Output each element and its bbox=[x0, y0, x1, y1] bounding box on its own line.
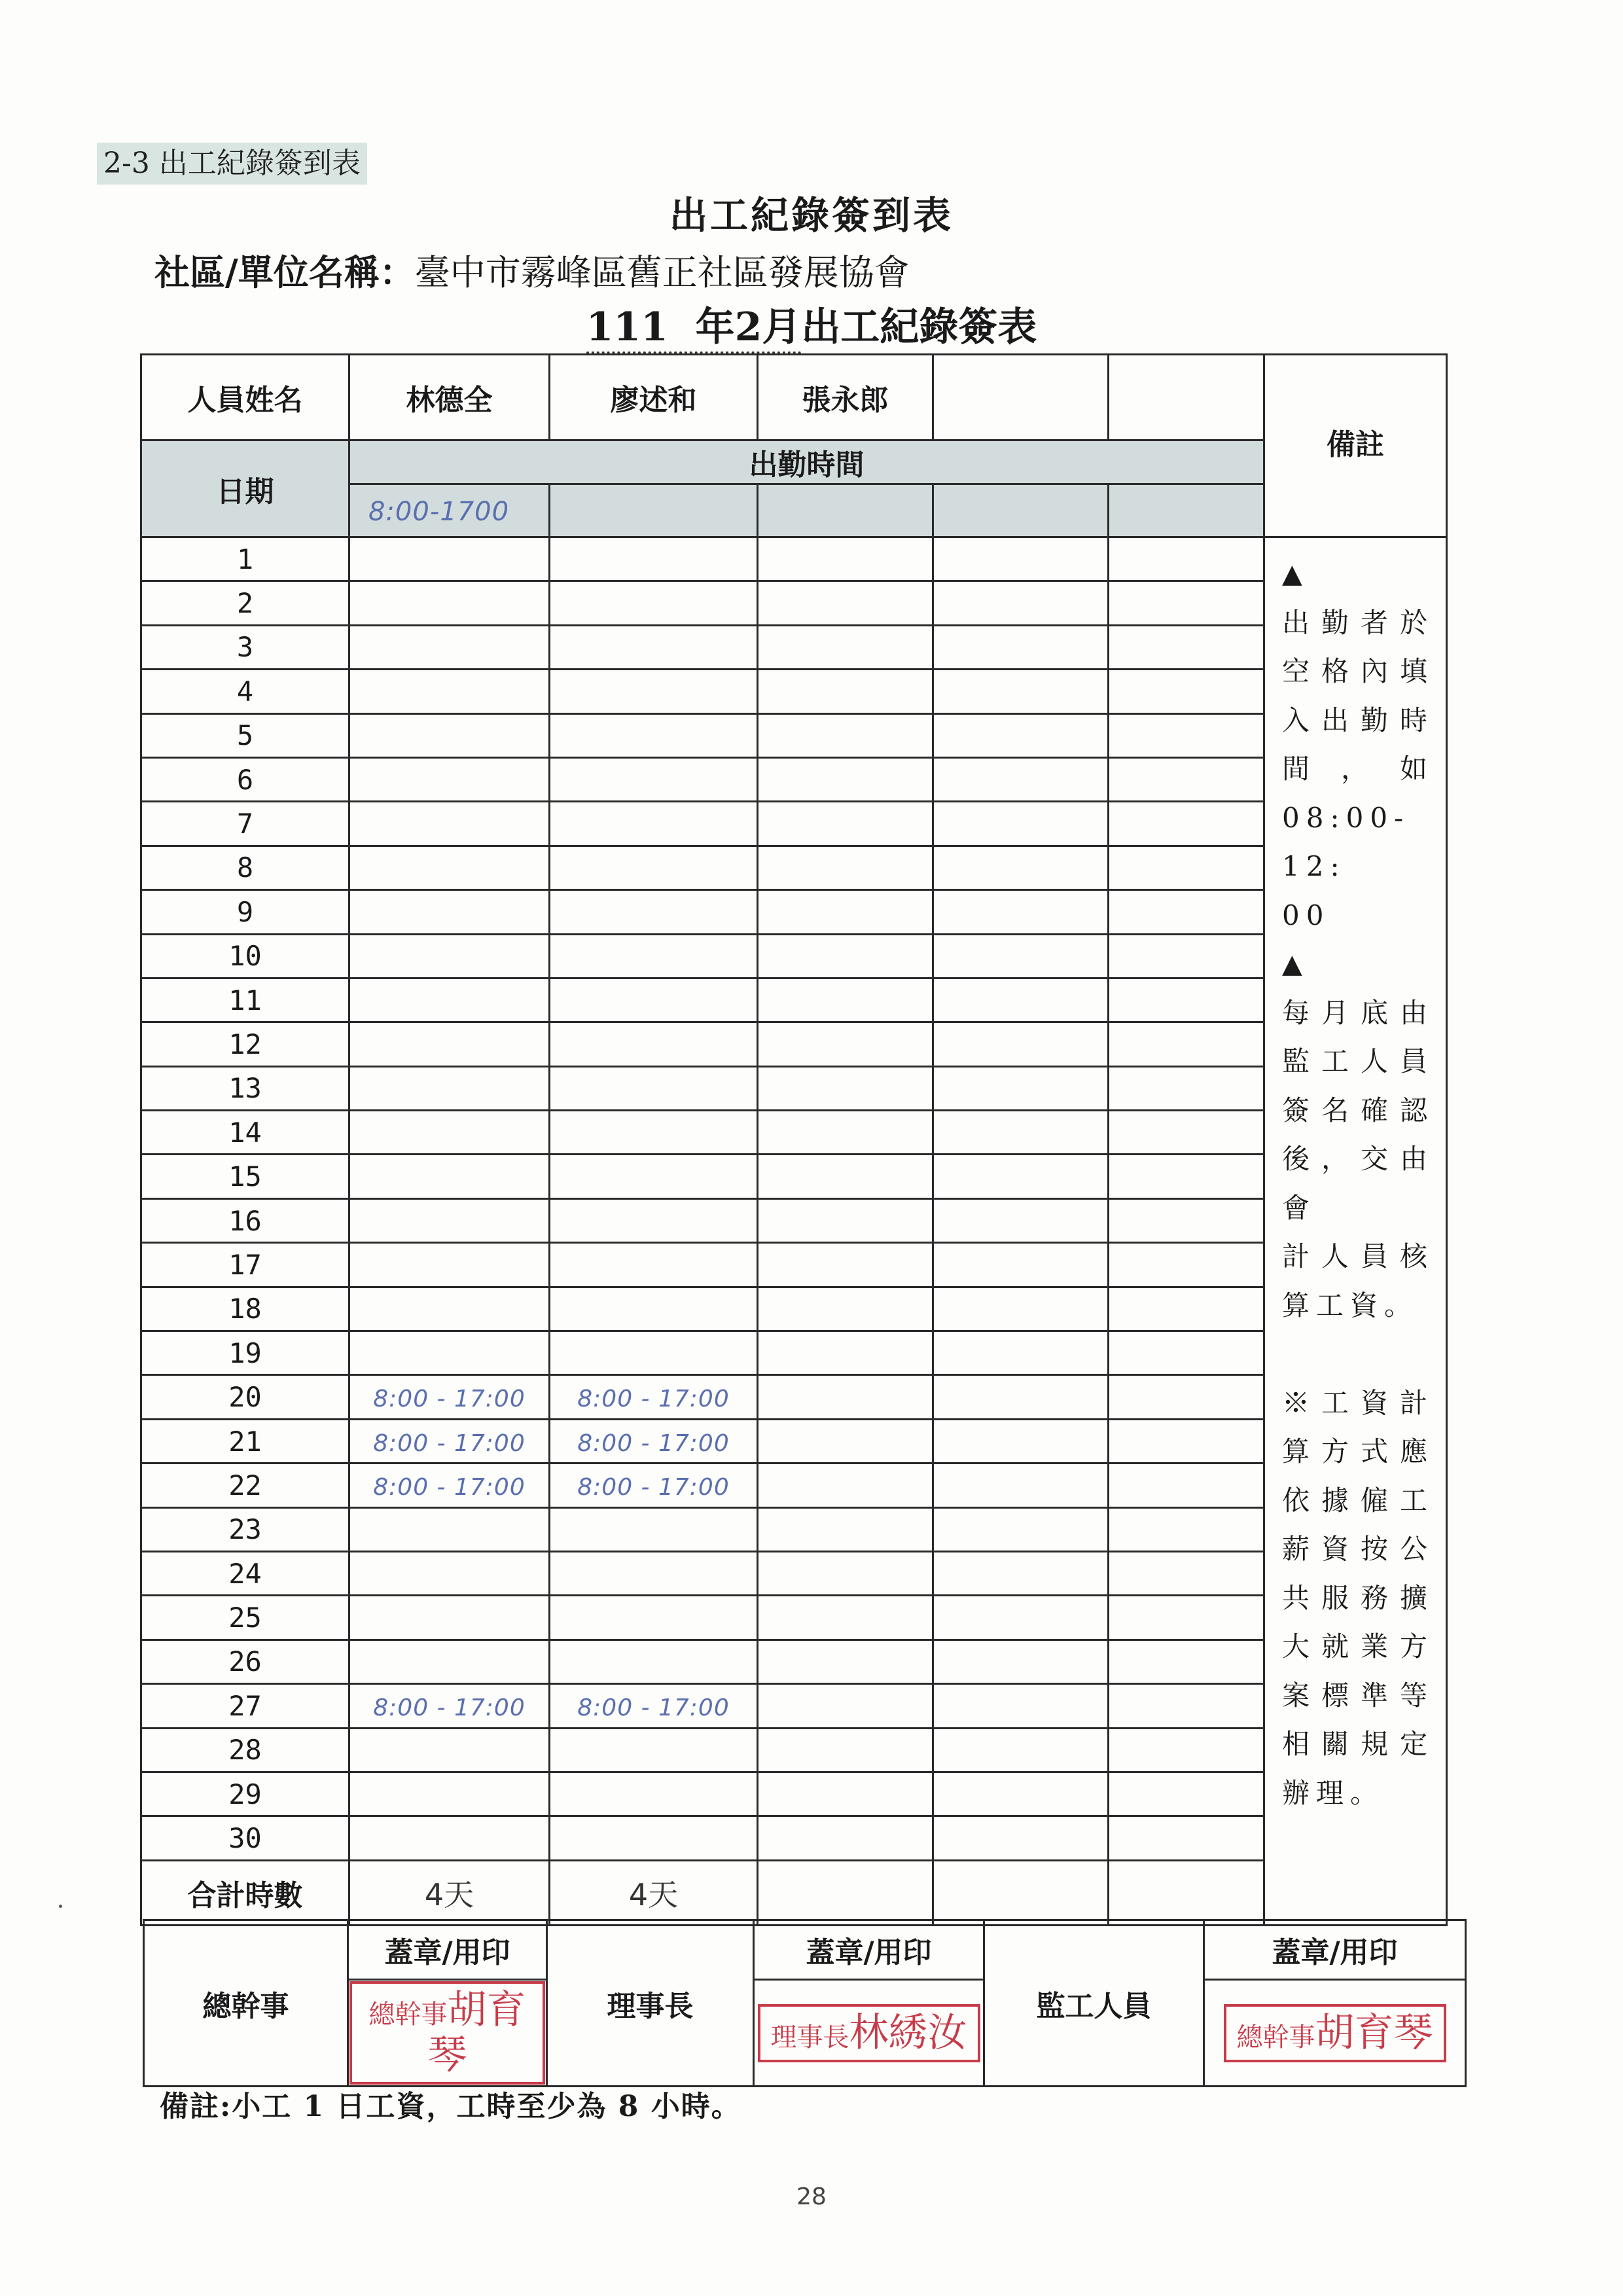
day-row bbox=[141, 1419, 1447, 1463]
attendance-cell[interactable] bbox=[1109, 757, 1264, 801]
note-line: 依據僱工 bbox=[1282, 1484, 1434, 1516]
attendance-cell[interactable] bbox=[349, 1022, 550, 1066]
day-number: 28 bbox=[141, 1728, 349, 1772]
total-label: 合計時數 bbox=[141, 1860, 349, 1925]
note-line: 算方式應 bbox=[1282, 1435, 1434, 1467]
attendance-cell[interactable] bbox=[349, 670, 550, 713]
attendance-cell[interactable] bbox=[933, 890, 1109, 934]
day-row bbox=[141, 1551, 1447, 1595]
note-line: ▲ bbox=[1282, 949, 1302, 979]
notes-header: 備註 bbox=[1264, 355, 1447, 537]
supervisor-role: 監工人員 bbox=[984, 1920, 1204, 2087]
attendance-cell[interactable] bbox=[933, 1243, 1109, 1287]
attendance-cell[interactable] bbox=[933, 1022, 1109, 1066]
chairman-stamp-cell[interactable] bbox=[754, 1980, 984, 2087]
attendance-cell[interactable] bbox=[933, 1419, 1109, 1463]
note-line: 00 bbox=[1282, 899, 1330, 931]
attendance-cell[interactable] bbox=[933, 1155, 1109, 1198]
handwritten-time: 8:00 - 17:00 bbox=[577, 1386, 730, 1413]
attendance-cell[interactable] bbox=[550, 757, 758, 801]
attendance-cell[interactable] bbox=[1109, 537, 1264, 581]
month-title bbox=[0, 296, 1623, 352]
attendance-cell[interactable] bbox=[1109, 1066, 1264, 1110]
attendance-cell[interactable] bbox=[1109, 1419, 1264, 1463]
note-line: 入出勤時 bbox=[1282, 704, 1434, 736]
day-number: 12 bbox=[141, 1022, 349, 1066]
page-number: 28 bbox=[796, 2183, 827, 2210]
day-row bbox=[141, 1596, 1447, 1640]
attendance-cell[interactable] bbox=[550, 1331, 758, 1375]
handwritten-time: 8:00 - 17:00 bbox=[373, 1386, 526, 1413]
attendance-cell[interactable] bbox=[349, 1198, 550, 1242]
attendance-cell[interactable] bbox=[758, 1198, 933, 1242]
supervisor-stamp-cell[interactable] bbox=[1204, 1980, 1466, 2087]
secretary-stamp-cell[interactable] bbox=[348, 1980, 547, 2087]
attendance-cell[interactable] bbox=[933, 757, 1109, 801]
day-row bbox=[141, 1640, 1447, 1683]
attendance-cell[interactable] bbox=[1109, 1243, 1264, 1287]
attendance-cell[interactable] bbox=[1109, 625, 1264, 669]
total-value: 4天 bbox=[424, 1876, 474, 1912]
signature-table bbox=[143, 1919, 1467, 2087]
attendance-cell[interactable] bbox=[1109, 1507, 1264, 1551]
day-row bbox=[141, 1022, 1447, 1066]
note-line: ※工資計 bbox=[1282, 1386, 1434, 1419]
sample-entry: 8:00-1700 bbox=[368, 496, 510, 527]
attendance-cell[interactable] bbox=[349, 1551, 550, 1595]
note-line: 共服務擴 bbox=[1282, 1581, 1434, 1614]
day-number: 8 bbox=[141, 846, 349, 889]
stamp-label: 蓋章/用印 bbox=[754, 1920, 984, 1980]
attendance-cell[interactable] bbox=[933, 1728, 1109, 1772]
stamp-label: 蓋章/用印 bbox=[348, 1920, 547, 1980]
worker-name bbox=[1109, 355, 1264, 440]
attendance-cell[interactable] bbox=[349, 1066, 550, 1110]
attendance-cell[interactable] bbox=[349, 757, 550, 801]
day-number: 30 bbox=[141, 1816, 349, 1860]
day-row bbox=[141, 978, 1447, 1022]
day-number: 2 bbox=[141, 581, 349, 625]
worker-name bbox=[933, 355, 1109, 440]
attendance-cell[interactable] bbox=[550, 846, 758, 889]
unit-line bbox=[154, 245, 910, 295]
attendance-cell[interactable] bbox=[933, 537, 1109, 581]
attendance-cell[interactable] bbox=[933, 1507, 1109, 1551]
attendance-cell[interactable] bbox=[758, 757, 933, 801]
chairman-role: 理事長 bbox=[547, 1920, 754, 2087]
attendance-cell[interactable] bbox=[349, 1375, 550, 1419]
note-line: 薪資按公 bbox=[1282, 1533, 1434, 1565]
attendance-cell[interactable] bbox=[550, 1022, 758, 1066]
attendance-cell[interactable] bbox=[550, 1684, 758, 1728]
attendance-cell[interactable] bbox=[550, 1728, 758, 1772]
day-row bbox=[141, 1507, 1447, 1551]
day-number: 14 bbox=[141, 1111, 349, 1155]
attendance-cell[interactable] bbox=[1109, 846, 1264, 889]
attendance-cell[interactable] bbox=[1109, 1331, 1264, 1375]
day-number: 16 bbox=[141, 1198, 349, 1242]
day-row bbox=[141, 670, 1447, 713]
attendance-cell[interactable] bbox=[933, 1198, 1109, 1242]
attendance-cell[interactable] bbox=[1109, 1463, 1264, 1507]
day-row bbox=[141, 1198, 1447, 1242]
attendance-cell[interactable] bbox=[550, 1551, 758, 1595]
attendance-cell[interactable] bbox=[1109, 1198, 1264, 1242]
worker-name: 廖述和 bbox=[550, 355, 758, 440]
attendance-cell[interactable] bbox=[349, 802, 550, 846]
attendance-cell[interactable] bbox=[933, 1596, 1109, 1640]
attendance-cell[interactable] bbox=[933, 625, 1109, 669]
day-number: 26 bbox=[141, 1640, 349, 1683]
attendance-table bbox=[140, 353, 1448, 1926]
attendance-cell[interactable] bbox=[758, 1066, 933, 1110]
day-number: 27 bbox=[141, 1684, 349, 1728]
attendance-cell[interactable] bbox=[550, 670, 758, 713]
attendance-cell[interactable] bbox=[758, 713, 933, 757]
note-line: 算工資。 bbox=[1282, 1289, 1419, 1321]
attendance-cell[interactable] bbox=[1109, 670, 1264, 713]
supervisor-stamp: 總幹事胡育琴 bbox=[1224, 2004, 1446, 2062]
attendance-cell[interactable] bbox=[758, 846, 933, 889]
attendance-cell[interactable] bbox=[1109, 713, 1264, 757]
note-line: 簽名確認 bbox=[1282, 1094, 1434, 1126]
attendance-cell[interactable] bbox=[933, 1066, 1109, 1110]
unit-value: 臺中市霧峰區舊正社區發展協會 bbox=[414, 252, 910, 293]
attendance-cell[interactable] bbox=[758, 1419, 933, 1463]
handwritten-time: 8:00 - 17:00 bbox=[577, 1694, 730, 1721]
attendance-cell[interactable] bbox=[758, 1640, 933, 1683]
attendance-cell[interactable] bbox=[933, 978, 1109, 1022]
attendance-cell[interactable] bbox=[933, 1463, 1109, 1507]
attendance-cell[interactable] bbox=[550, 625, 758, 669]
worker-name: 林德全 bbox=[349, 355, 550, 440]
name-header: 人員姓名 bbox=[141, 355, 349, 440]
day-row bbox=[141, 934, 1447, 978]
attendance-cell[interactable] bbox=[758, 1111, 933, 1155]
attendance-cell[interactable] bbox=[758, 890, 933, 934]
attendance-cell[interactable] bbox=[349, 1419, 550, 1463]
attendance-cell[interactable] bbox=[933, 713, 1109, 757]
attendance-cell[interactable] bbox=[349, 934, 550, 978]
day-row bbox=[141, 1243, 1447, 1287]
scan-speck bbox=[59, 1905, 62, 1908]
attendance-cell[interactable] bbox=[550, 1419, 758, 1463]
attendance-cell[interactable] bbox=[349, 1596, 550, 1640]
total-row bbox=[141, 1860, 1447, 1925]
note-line: 08:00-12: bbox=[1282, 801, 1410, 882]
note-line: 案標準等 bbox=[1282, 1679, 1434, 1712]
attendance-cell[interactable] bbox=[1109, 1111, 1264, 1155]
attendance-cell[interactable] bbox=[550, 537, 758, 581]
attendance-cell[interactable] bbox=[349, 537, 550, 581]
note-line: 後，交由會 bbox=[1282, 1143, 1434, 1224]
day-row bbox=[141, 1331, 1447, 1375]
total-cell[interactable] bbox=[550, 1860, 758, 1925]
time-header: 出勤時間 bbox=[349, 440, 1264, 484]
day-number: 9 bbox=[141, 890, 349, 934]
total-cell[interactable] bbox=[349, 1860, 550, 1925]
day-number: 3 bbox=[141, 625, 349, 669]
attendance-cell[interactable] bbox=[550, 1155, 758, 1198]
attendance-cell[interactable] bbox=[758, 581, 933, 625]
day-number: 25 bbox=[141, 1596, 349, 1640]
day-row bbox=[141, 1155, 1447, 1198]
day-number: 17 bbox=[141, 1243, 349, 1287]
note-line: ▲ bbox=[1282, 559, 1302, 589]
attendance-cell[interactable] bbox=[933, 1111, 1109, 1155]
note-line: 計人員核 bbox=[1282, 1240, 1434, 1272]
note-line: 每月底由 bbox=[1282, 996, 1434, 1029]
day-number: 18 bbox=[141, 1287, 349, 1331]
note-line: 出勤者於 bbox=[1282, 606, 1434, 639]
attendance-cell[interactable] bbox=[758, 802, 933, 846]
attendance-cell[interactable] bbox=[933, 934, 1109, 978]
attendance-cell[interactable] bbox=[758, 1155, 933, 1198]
day-row bbox=[141, 757, 1447, 801]
attendance-cell[interactable] bbox=[550, 1066, 758, 1110]
day-number: 21 bbox=[141, 1419, 349, 1463]
attendance-cell[interactable] bbox=[349, 1243, 550, 1287]
attendance-cell[interactable] bbox=[550, 1111, 758, 1155]
handwritten-time: 8:00 - 17:00 bbox=[577, 1429, 730, 1457]
day-row bbox=[141, 1287, 1447, 1331]
attendance-cell[interactable] bbox=[1109, 1375, 1264, 1419]
attendance-cell[interactable] bbox=[349, 978, 550, 1022]
handwritten-time: 8:00 - 17:00 bbox=[577, 1473, 730, 1501]
attendance-cell[interactable] bbox=[1109, 581, 1264, 625]
attendance-cell[interactable] bbox=[933, 846, 1109, 889]
day-number: 11 bbox=[141, 978, 349, 1022]
attendance-cell[interactable] bbox=[349, 846, 550, 889]
attendance-cell[interactable] bbox=[550, 1816, 758, 1860]
day-number: 5 bbox=[141, 713, 349, 757]
attendance-cell[interactable] bbox=[933, 581, 1109, 625]
day-row bbox=[141, 1728, 1447, 1772]
day-row bbox=[141, 713, 1447, 757]
attendance-cell[interactable] bbox=[933, 1772, 1109, 1816]
attendance-cell[interactable] bbox=[1109, 1022, 1264, 1066]
attendance-cell[interactable] bbox=[349, 1772, 550, 1816]
attendance-cell[interactable] bbox=[349, 625, 550, 669]
attendance-cell[interactable] bbox=[758, 1243, 933, 1287]
attendance-cell[interactable] bbox=[1109, 1551, 1264, 1595]
attendance-cell[interactable] bbox=[550, 1463, 758, 1507]
handwritten-time: 8:00 - 17:00 bbox=[373, 1429, 526, 1457]
note-line: 相關規定 bbox=[1282, 1728, 1434, 1760]
note-line: 監工人員 bbox=[1282, 1045, 1434, 1077]
attendance-cell[interactable] bbox=[933, 802, 1109, 846]
day-number: 20 bbox=[141, 1375, 349, 1419]
attendance-cell[interactable] bbox=[758, 1772, 933, 1816]
attendance-cell[interactable] bbox=[1109, 1816, 1264, 1860]
attendance-cell[interactable] bbox=[550, 1375, 758, 1419]
day-number: 1 bbox=[141, 537, 349, 581]
attendance-cell[interactable] bbox=[349, 713, 550, 757]
month-title-rest: 出工紀錄簽表 bbox=[801, 304, 1037, 350]
attendance-cell[interactable] bbox=[1109, 1640, 1264, 1683]
sample-cell[interactable] bbox=[933, 484, 1109, 537]
attendance-cell[interactable] bbox=[349, 1331, 550, 1375]
day-row bbox=[141, 1816, 1447, 1860]
secretary-stamp: 總幹事胡育琴 bbox=[349, 1981, 545, 2085]
attendance-cell[interactable] bbox=[349, 1507, 550, 1551]
attendance-cell[interactable] bbox=[349, 1463, 550, 1507]
handwritten-time: 8:00 - 17:00 bbox=[373, 1473, 526, 1501]
attendance-cell[interactable] bbox=[349, 1816, 550, 1860]
attendance-cell[interactable] bbox=[933, 1684, 1109, 1728]
attendance-cell[interactable] bbox=[349, 1728, 550, 1772]
attendance-cell[interactable] bbox=[758, 978, 933, 1022]
attendance-cell[interactable] bbox=[1109, 1728, 1264, 1772]
attendance-cell[interactable] bbox=[550, 1596, 758, 1640]
day-row bbox=[141, 625, 1447, 669]
day-row bbox=[141, 1111, 1447, 1155]
attendance-cell[interactable] bbox=[349, 1155, 550, 1198]
day-number: 13 bbox=[141, 1066, 349, 1110]
attendance-cell[interactable] bbox=[758, 1596, 933, 1640]
attendance-cell[interactable] bbox=[758, 1507, 933, 1551]
attendance-cell[interactable] bbox=[758, 934, 933, 978]
attendance-cell[interactable] bbox=[933, 1287, 1109, 1331]
day-row bbox=[141, 1463, 1447, 1507]
attendance-cell[interactable] bbox=[1109, 890, 1264, 934]
attendance-cell[interactable] bbox=[1109, 1287, 1264, 1331]
day-row bbox=[141, 890, 1447, 934]
footnote: 備註:小工 1 日工資，工時至少為 8 小時。 bbox=[160, 2090, 741, 2123]
note-line: 大就業方 bbox=[1282, 1630, 1434, 1662]
note-line: 空格內填 bbox=[1282, 655, 1434, 687]
sample-cell[interactable] bbox=[550, 484, 758, 537]
total-cell[interactable] bbox=[758, 1860, 933, 1925]
attendance-cell[interactable] bbox=[550, 1640, 758, 1683]
attendance-cell[interactable] bbox=[550, 890, 758, 934]
section-tag: 2-3 出工紀錄簽到表 bbox=[97, 143, 367, 185]
sample-cell[interactable] bbox=[758, 484, 933, 537]
day-row bbox=[141, 1066, 1447, 1110]
note-spacer bbox=[1282, 1330, 1434, 1379]
handwritten-time: 8:00 - 17:00 bbox=[373, 1694, 526, 1721]
day-row bbox=[141, 1772, 1447, 1816]
total-cell[interactable] bbox=[1109, 1860, 1264, 1925]
attendance-cell[interactable] bbox=[1109, 1684, 1264, 1728]
attendance-cell[interactable] bbox=[550, 581, 758, 625]
attendance-cell[interactable] bbox=[933, 1640, 1109, 1683]
attendance-cell[interactable] bbox=[758, 1287, 933, 1331]
day-number: 4 bbox=[141, 670, 349, 713]
worker-name: 張永郎 bbox=[758, 355, 933, 440]
day-row bbox=[141, 1375, 1447, 1419]
stamp-label: 蓋章/用印 bbox=[1204, 1920, 1466, 1980]
total-cell[interactable] bbox=[933, 1860, 1109, 1925]
attendance-cell[interactable] bbox=[349, 1287, 550, 1331]
attendance-cell[interactable] bbox=[349, 1111, 550, 1155]
attendance-cell[interactable] bbox=[758, 1551, 933, 1595]
attendance-cell[interactable] bbox=[758, 1463, 933, 1507]
note-line: 辦理。 bbox=[1282, 1776, 1385, 1809]
total-value: 4天 bbox=[628, 1876, 679, 1912]
attendance-cell[interactable] bbox=[758, 1375, 933, 1419]
day-row bbox=[141, 537, 1447, 581]
day-number: 6 bbox=[141, 757, 349, 801]
attendance-cell[interactable] bbox=[349, 1640, 550, 1683]
chairman-stamp: 理事長林綉汝 bbox=[758, 2004, 980, 2062]
unit-label: 社區/單位名稱： bbox=[154, 251, 415, 293]
attendance-cell[interactable] bbox=[1109, 934, 1264, 978]
attendance-cell[interactable] bbox=[933, 1551, 1109, 1595]
month-title-year: 111 年2月 bbox=[586, 304, 802, 354]
attendance-cell[interactable] bbox=[933, 1331, 1109, 1375]
day-number: 19 bbox=[141, 1331, 349, 1375]
attendance-cell[interactable] bbox=[349, 1684, 550, 1728]
attendance-cell[interactable] bbox=[758, 1022, 933, 1066]
date-header: 日期 bbox=[141, 440, 349, 537]
day-number: 15 bbox=[141, 1155, 349, 1198]
sample-cell[interactable] bbox=[1109, 484, 1264, 537]
attendance-cell[interactable] bbox=[550, 713, 758, 757]
day-number: 7 bbox=[141, 802, 349, 846]
day-number: 24 bbox=[141, 1551, 349, 1595]
attendance-cell[interactable] bbox=[550, 1507, 758, 1551]
day-row bbox=[141, 846, 1447, 889]
attendance-cell[interactable] bbox=[1109, 1772, 1264, 1816]
attendance-cell[interactable] bbox=[758, 537, 933, 581]
attendance-cell[interactable] bbox=[550, 1772, 758, 1816]
sample-entry-cell[interactable] bbox=[349, 484, 550, 537]
attendance-cell[interactable] bbox=[933, 1816, 1109, 1860]
notes-cell bbox=[1264, 537, 1447, 1926]
attendance-cell[interactable] bbox=[758, 1331, 933, 1375]
page-title: 出工紀錄簽到表 bbox=[669, 193, 954, 238]
attendance-cell[interactable] bbox=[933, 1375, 1109, 1419]
attendance-cell[interactable] bbox=[550, 1287, 758, 1331]
day-number: 29 bbox=[141, 1772, 349, 1816]
day-row bbox=[141, 802, 1447, 846]
day-row bbox=[141, 581, 1447, 625]
attendance-cell[interactable] bbox=[1109, 1596, 1264, 1640]
attendance-cell[interactable] bbox=[933, 670, 1109, 713]
day-row bbox=[141, 1684, 1447, 1728]
attendance-cell[interactable] bbox=[550, 978, 758, 1022]
day-number: 23 bbox=[141, 1507, 349, 1551]
attendance-cell[interactable] bbox=[1109, 1155, 1264, 1198]
note-line: 間，如 bbox=[1282, 753, 1434, 785]
attendance-cell[interactable] bbox=[758, 1684, 933, 1728]
attendance-cell[interactable] bbox=[758, 1728, 933, 1772]
attendance-cell[interactable] bbox=[1109, 802, 1264, 846]
secretary-role: 總幹事 bbox=[144, 1920, 348, 2087]
attendance-cell[interactable] bbox=[758, 1816, 933, 1860]
attendance-cell[interactable] bbox=[550, 934, 758, 978]
attendance-cell[interactable] bbox=[758, 625, 933, 669]
attendance-cell[interactable] bbox=[550, 802, 758, 846]
day-number: 22 bbox=[141, 1463, 349, 1507]
attendance-cell[interactable] bbox=[758, 670, 933, 713]
attendance-cell[interactable] bbox=[550, 1243, 758, 1287]
attendance-cell[interactable] bbox=[550, 1198, 758, 1242]
attendance-cell[interactable] bbox=[349, 890, 550, 934]
attendance-cell[interactable] bbox=[349, 581, 550, 625]
attendance-cell[interactable] bbox=[1109, 978, 1264, 1022]
day-number: 10 bbox=[141, 934, 349, 978]
